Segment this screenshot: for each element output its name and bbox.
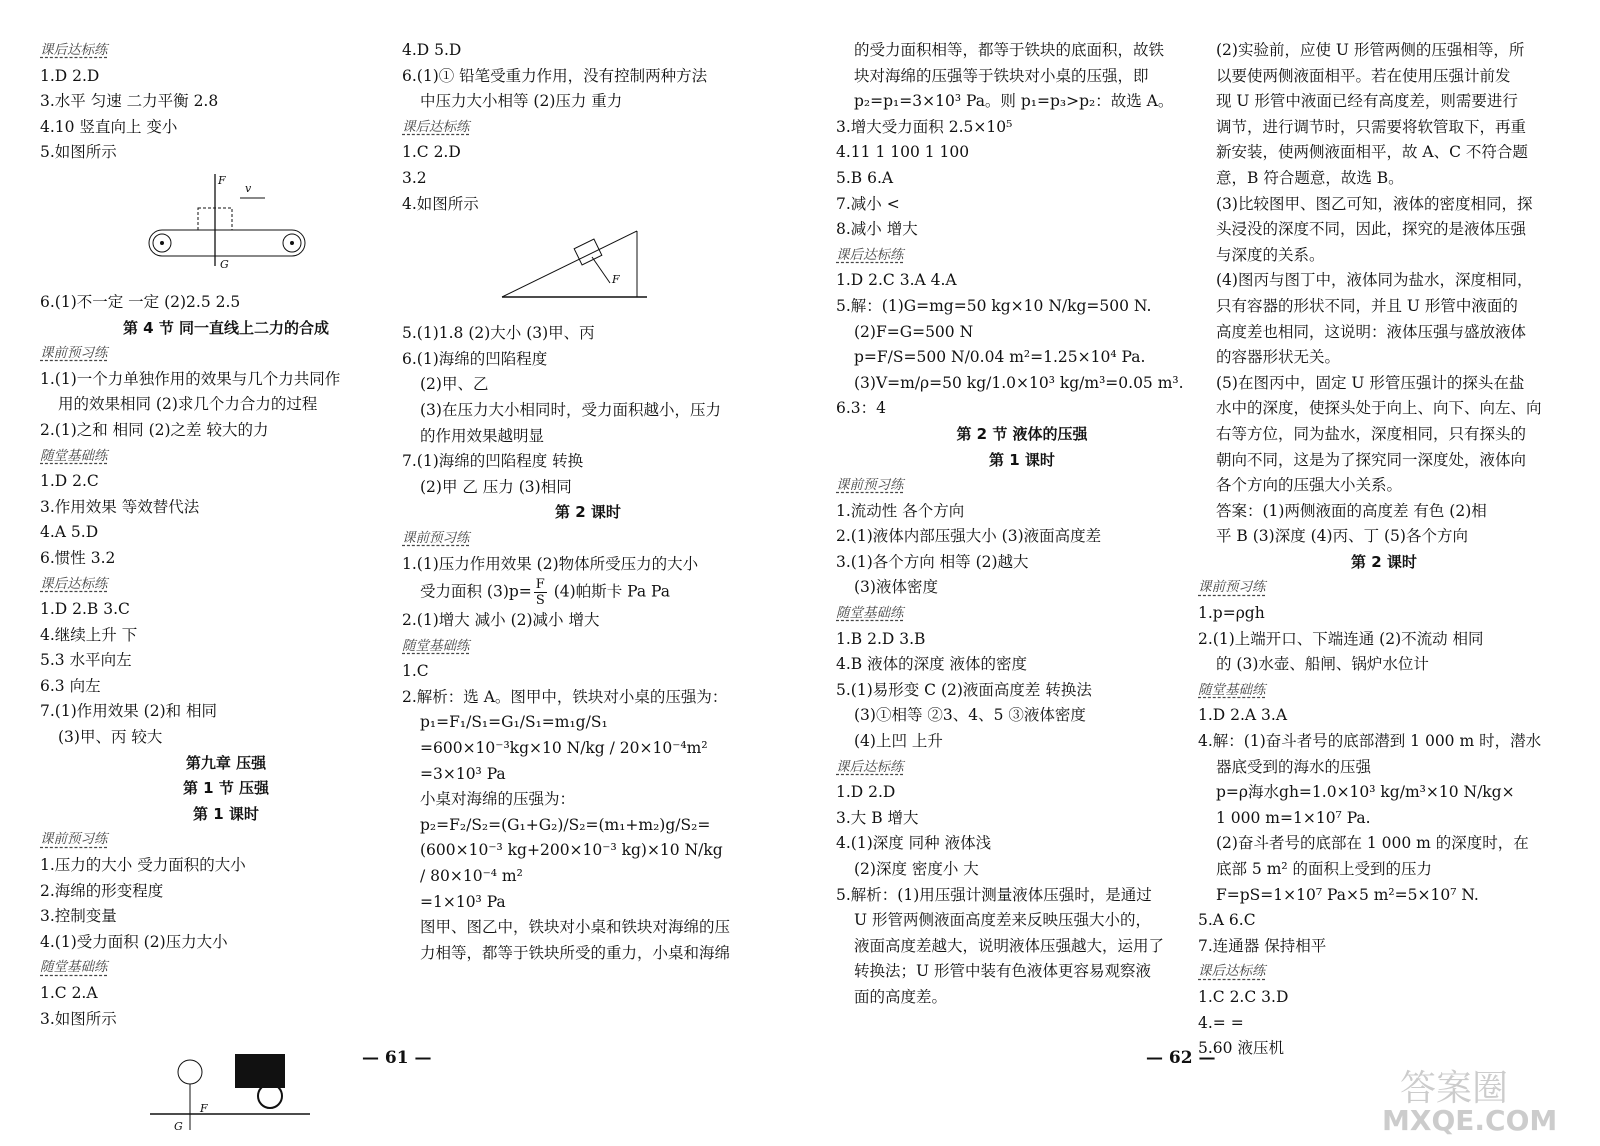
- answer-line: 高度差也相同，这说明：液体压强与盛放液体: [1216, 322, 1527, 341]
- answer-line: 调节，进行调节时，只需要将软管取下，再重: [1216, 117, 1527, 136]
- answer-line: (2)深度 密度小 大: [854, 860, 979, 878]
- answer-line: 的 (3)水壶、船闸、锅炉水位计: [1216, 655, 1429, 674]
- page62-left-column: [836, 38, 1208, 1011]
- page61-left-column: [40, 38, 412, 1136]
- section-heading: 第 1 课时: [193, 804, 259, 823]
- section-label: 课后达标练: [836, 246, 904, 263]
- answer-line: F=pS=1×10⁷ Pa×5 m²=5×10⁷ N.: [1216, 885, 1479, 904]
- answer-line: 7.(1)作用效果 (2)和 相同: [40, 702, 218, 721]
- section-heading: 第 2 节 液体的压强: [956, 424, 1088, 443]
- answer-line: 受力面积 (3)p= $\frac{F}{S}$ (4)帕斯卡 Pa Pa: [420, 577, 671, 609]
- answer-line: 1.流动性 各个方向: [836, 501, 965, 520]
- section-label: 课前预习练: [402, 529, 470, 546]
- answer-line: 意，B 符合题意，故选 B。: [1216, 168, 1404, 187]
- answer-line: 4.D 5.D: [402, 41, 462, 59]
- answer-line: 3.控制变量: [40, 907, 117, 926]
- answer-line: (3)①相等 ②3、4、5 ③液体密度: [854, 706, 1086, 725]
- section-label: 课前预习练: [1198, 579, 1266, 596]
- watermark-top: 答案圈: [1400, 1068, 1509, 1109]
- section-label: 课后达标练: [402, 118, 470, 135]
- section-label: 课前预习练: [40, 345, 108, 362]
- answer-line: 现 U 形管中液面已经有高度差，则需要进行: [1216, 92, 1518, 111]
- answer-line: 2.海绵的形变程度: [40, 881, 164, 900]
- answer-line: / 80×10⁻⁴ m²: [420, 867, 523, 886]
- answer-line: 6.3 向左: [40, 676, 101, 695]
- answer-line: 2.(1)上端开口、下端连通 (2)不流动 相同: [1198, 629, 1484, 648]
- answer-line: 4.如图所示: [402, 194, 479, 213]
- section-label: 课后达标练: [40, 42, 108, 58]
- answer-line: 7.连通器 保持相平: [1198, 936, 1327, 955]
- answer-line: 1.(1)一个力单独作用的效果与几个力共同作: [40, 369, 341, 388]
- answer-line: 6.3：4: [836, 399, 887, 418]
- answer-line: =600×10⁻³kg×10 N/kg / 20×10⁻⁴m²: [420, 739, 708, 758]
- answer-line: (2)实验前，应使 U 形管两侧的压强相等，所: [1216, 41, 1525, 59]
- answer-line: 朝向不同，这是为了探究同一深度处，液体向: [1216, 450, 1527, 469]
- answer-line: 2.(1)液体内部压强大小 (3)液面高度差: [836, 527, 1102, 546]
- section-heading: 第 1 课时: [989, 450, 1055, 469]
- answer-line: 6.(1)① 铅笔受重力作用，没有控制两种方法: [402, 66, 708, 85]
- answer-line: p₂=F₂/S₂=(G₁+G₂)/S₂=(m₁+m₂)g/S₂=: [420, 815, 711, 834]
- answer-line: (3)V=m/ρ=50 kg/1.0×10³ kg/m³=0.05 m³.: [854, 373, 1184, 392]
- answer-line: 6.惯性 3.2: [40, 548, 116, 567]
- answer-line: 4.11 1 100 1 100: [836, 143, 970, 162]
- answer-line: 7.减小 <: [836, 194, 900, 213]
- answer-line: p₂=p₁=3×10³ Pa。则 p₁=p₃>p₂：故选 A。: [854, 92, 1174, 111]
- answer-line: 头浸没的深度不同，因此，探究的是液体压强: [1216, 220, 1527, 239]
- svg-text:G: G: [174, 1120, 183, 1134]
- svg-text:F: F: [200, 1102, 208, 1116]
- answer-line: 4.(1)受力面积 (2)压力大小: [40, 932, 228, 951]
- section-label: 课后达标练: [1198, 963, 1266, 980]
- answer-line: 5.解析：(1)用压强计测量液体压强时，是通过: [836, 885, 1152, 904]
- answer-line: 只有容器的形状不同，并且 U 形管中液面的: [1216, 296, 1518, 315]
- answer-line: =1×10³ Pa: [420, 892, 506, 911]
- answer-line: 7.(1)海绵的凹陷程度 转换: [402, 452, 584, 471]
- answer-line: 新安装，使两侧液面相平，故 A、C 不符合题: [1216, 143, 1528, 162]
- answer-line: 5.(1)易形变 C (2)液面高度差 转换法: [836, 680, 1092, 699]
- cart-pull-figure: [40, 1034, 370, 1134]
- answer-line: 2.(1)之和 相同 (2)之差 较大的力: [40, 420, 269, 439]
- answer-line: 4.(1)深度 同种 液体浅: [836, 834, 992, 853]
- answer-line: 5.60 液压机: [1198, 1039, 1284, 1058]
- answer-line: 6.(1)海绵的凹陷程度: [402, 349, 548, 368]
- answer-line: 平 B (3)深度 (4)丙、丁 (5)各个方向: [1216, 527, 1468, 546]
- answer-line: (3)在压力大小相同时，受力面积越小，压力: [420, 400, 721, 419]
- answer-line: (3)甲、丙 较大: [58, 728, 163, 747]
- answer-line: 的容器形状无关。: [1216, 348, 1341, 367]
- answer-line: 水中的深度，使探头处于向上、向下、向左、向: [1216, 399, 1542, 418]
- answer-line: U 形管两侧液面高度差来反映压强大小的，: [854, 911, 1151, 930]
- page-number-62: — 62 —: [1146, 1048, 1216, 1068]
- svg-text:G: G: [220, 257, 229, 271]
- answer-line: 1 000 m=1×10⁷ Pa.: [1216, 808, 1371, 827]
- answer-line: 与深度的关系。: [1216, 245, 1325, 264]
- section-heading: 第 2 课时: [1351, 552, 1417, 571]
- section-label: 随堂基础练: [40, 959, 108, 976]
- section-heading: 第 2 课时: [555, 503, 621, 522]
- answer-line: (4)上凹 上升: [854, 732, 943, 751]
- answer-line: 3.增大受力面积 2.5×10⁵: [836, 117, 1013, 136]
- answer-line: 6.(1)不一定 一定 (2)2.5 2.5: [40, 292, 241, 311]
- answer-line: =3×10³ Pa: [420, 764, 506, 783]
- answer-line: 1.C 2.D: [402, 143, 461, 162]
- answer-line: 1.D 2.C: [40, 472, 99, 491]
- page-number-61: — 61 —: [362, 1048, 432, 1068]
- svg-text:v: v: [245, 181, 252, 195]
- answer-line: 2.解析：选 A。图甲中，铁块对小桌的压强为：: [402, 687, 728, 706]
- answer-line: 1.D 2.D: [40, 66, 100, 85]
- answer-line: 面的高度差。: [854, 987, 948, 1006]
- answer-line: 8.减小 增大: [836, 220, 918, 239]
- watermark-logo: [1372, 1060, 1582, 1136]
- page61-right-column: [402, 38, 774, 966]
- answer-line: 的受力面积相等，都等于铁块的底面积，故铁: [854, 41, 1165, 59]
- answer-line: 5.(1)1.8 (2)大小 (3)甲、丙: [402, 324, 595, 343]
- answer-line: 3.作用效果 等效替代法: [40, 497, 200, 516]
- answer-line: 5.解：(1)G=mg=50 kg×10 N/kg=500 N.: [836, 296, 1152, 315]
- answer-line: 力相等，都等于铁块所受的重力，小桌和海绵: [420, 943, 731, 962]
- answer-line: 5.3 水平向左: [40, 651, 132, 670]
- answer-line: 答案：(1)两侧液面的高度差 有色 (2)相: [1216, 501, 1487, 520]
- answer-line: 1.D 2.C 3.A 4.A: [836, 271, 957, 290]
- answer-line: (3)比较图甲、图乙可知，液体的密度相同，探: [1216, 194, 1533, 213]
- answer-line: 2.(1)增大 减小 (2)减小 增大: [402, 611, 600, 630]
- answer-line: 1.D 2.D: [836, 783, 896, 802]
- answer-line: 1.压力的大小 受力面积的大小: [40, 856, 246, 875]
- answer-line: 块对海绵的压强等于铁块对小桌的压强，即: [854, 66, 1149, 85]
- section-label: 课前预习练: [40, 831, 108, 848]
- answer-line: 用的效果相同 (2)求几个力合力的过程: [58, 395, 318, 414]
- svg-text:F: F: [612, 273, 620, 287]
- answer-line: p=F/S=500 N/0.04 m²=1.25×10⁴ Pa.: [854, 348, 1146, 367]
- section-heading: 第九章 压强: [185, 753, 267, 772]
- section-label: 随堂基础练: [40, 447, 108, 464]
- incline-figure: [402, 219, 732, 319]
- answer-line: (600×10⁻³ kg+200×10⁻³ kg)×10 N/kg: [420, 841, 723, 860]
- answer-line: 4.继续上升 下: [40, 625, 138, 644]
- answer-line: 5.B 6.A: [836, 168, 894, 187]
- watermark-bottom: MXQE.COM: [1382, 1104, 1558, 1136]
- section-label: 课后达标练: [836, 758, 904, 775]
- answer-line: 3.如图所示: [40, 1009, 117, 1028]
- section-label: 随堂基础练: [1198, 681, 1266, 698]
- svg-text:F: F: [218, 173, 226, 187]
- answer-line: (2)奋斗者号的底部在 1 000 m 的深度时，在: [1216, 834, 1529, 853]
- answer-line: 4.解：(1)奋斗者号的底部潜到 1 000 m 时，潜水: [1198, 732, 1542, 751]
- answer-line: 1.p=ρgh: [1198, 604, 1265, 623]
- answer-line: 3.大 B 增大: [836, 808, 919, 827]
- answer-line: 1.C 2.C 3.D: [1198, 987, 1289, 1006]
- answer-line: 3.2: [402, 168, 427, 187]
- answer-line: 右等方位，同为盐水，深度相同，只有探头的: [1216, 424, 1527, 443]
- answer-line: 4.A 5.D: [40, 523, 99, 542]
- conveyor-belt-figure: [40, 168, 340, 288]
- answer-line: 1.C 2.A: [40, 984, 98, 1002]
- answer-line: 各个方向的压强大小关系。: [1216, 476, 1403, 495]
- answer-line: (3)液体密度: [854, 578, 938, 597]
- answer-line: 3.(1)各个方向 相等 (2)越大: [836, 552, 1029, 571]
- answer-line: p=ρ海水gh=1.0×10³ kg/m³×10 N/kg×: [1216, 783, 1515, 802]
- section-label: 课前预习练: [836, 477, 904, 494]
- answer-line: 器底受到的海水的压强: [1216, 757, 1372, 776]
- answer-line: 图甲、图乙中，铁块对小桌和铁块对海绵的压: [420, 918, 731, 937]
- answer-line: 5.A 6.C: [1198, 911, 1256, 930]
- answer-line: 4.= =: [1198, 1013, 1244, 1032]
- answer-line: 1.B 2.D 3.B: [836, 629, 926, 648]
- answer-line: 的作用效果越明显: [420, 426, 545, 445]
- answer-line: (5)在图丙中，固定 U 形管压强计的探头在盐: [1216, 373, 1525, 392]
- section-heading: 第 1 节 压强: [182, 779, 270, 798]
- answer-line: 转换法；U 形管中装有色液体更容易观察液: [854, 962, 1151, 981]
- answer-line: 1.C: [402, 662, 429, 681]
- answer-line: 5.如图所示: [40, 143, 117, 162]
- answer-line: 中压力大小相等 (2)压力 重力: [420, 92, 623, 111]
- answer-line: 1.D 2.B 3.C: [40, 600, 130, 619]
- answer-line: 小桌对海绵的压强为：: [420, 790, 576, 809]
- answer-line: (2)甲、乙: [420, 375, 489, 394]
- answer-line: (4)图丙与图丁中，液体同为盐水，深度相同，: [1216, 271, 1533, 290]
- answer-line: (2)F=G=500 N: [854, 322, 974, 341]
- answer-line: 以要使两侧液面相平。若在使用压强计前发: [1216, 66, 1511, 85]
- section-label: 课后达标练: [40, 575, 108, 592]
- answer-line: 液面高度差越大，说明液体压强越大，运用了: [854, 936, 1165, 955]
- answer-line: 1.D 2.A 3.A: [1198, 706, 1288, 725]
- section-label: 随堂基础练: [836, 605, 904, 622]
- answer-line: 4.B 液体的深度 液体的密度: [836, 655, 1028, 674]
- section-label: 随堂基础练: [402, 637, 470, 654]
- answer-line: (2)甲 乙 压力 (3)相同: [420, 477, 572, 496]
- answer-line: 1.(1)压力作用效果 (2)物体所受压力的大小: [402, 554, 699, 573]
- answer-line: 4.10 竖直向上 变小: [40, 117, 178, 136]
- answer-line: 底部 5 m² 的面积上受到的压力: [1216, 860, 1433, 878]
- answer-line: 3.水平 匀速 二力平衡 2.8: [40, 92, 219, 111]
- answer-line: p₁=F₁/S₁=G₁/S₁=m₁g/S₁: [420, 713, 608, 732]
- section-heading: 第 4 节 同一直线上二力的合成: [122, 318, 330, 337]
- page62-right-column: [1198, 38, 1570, 1062]
